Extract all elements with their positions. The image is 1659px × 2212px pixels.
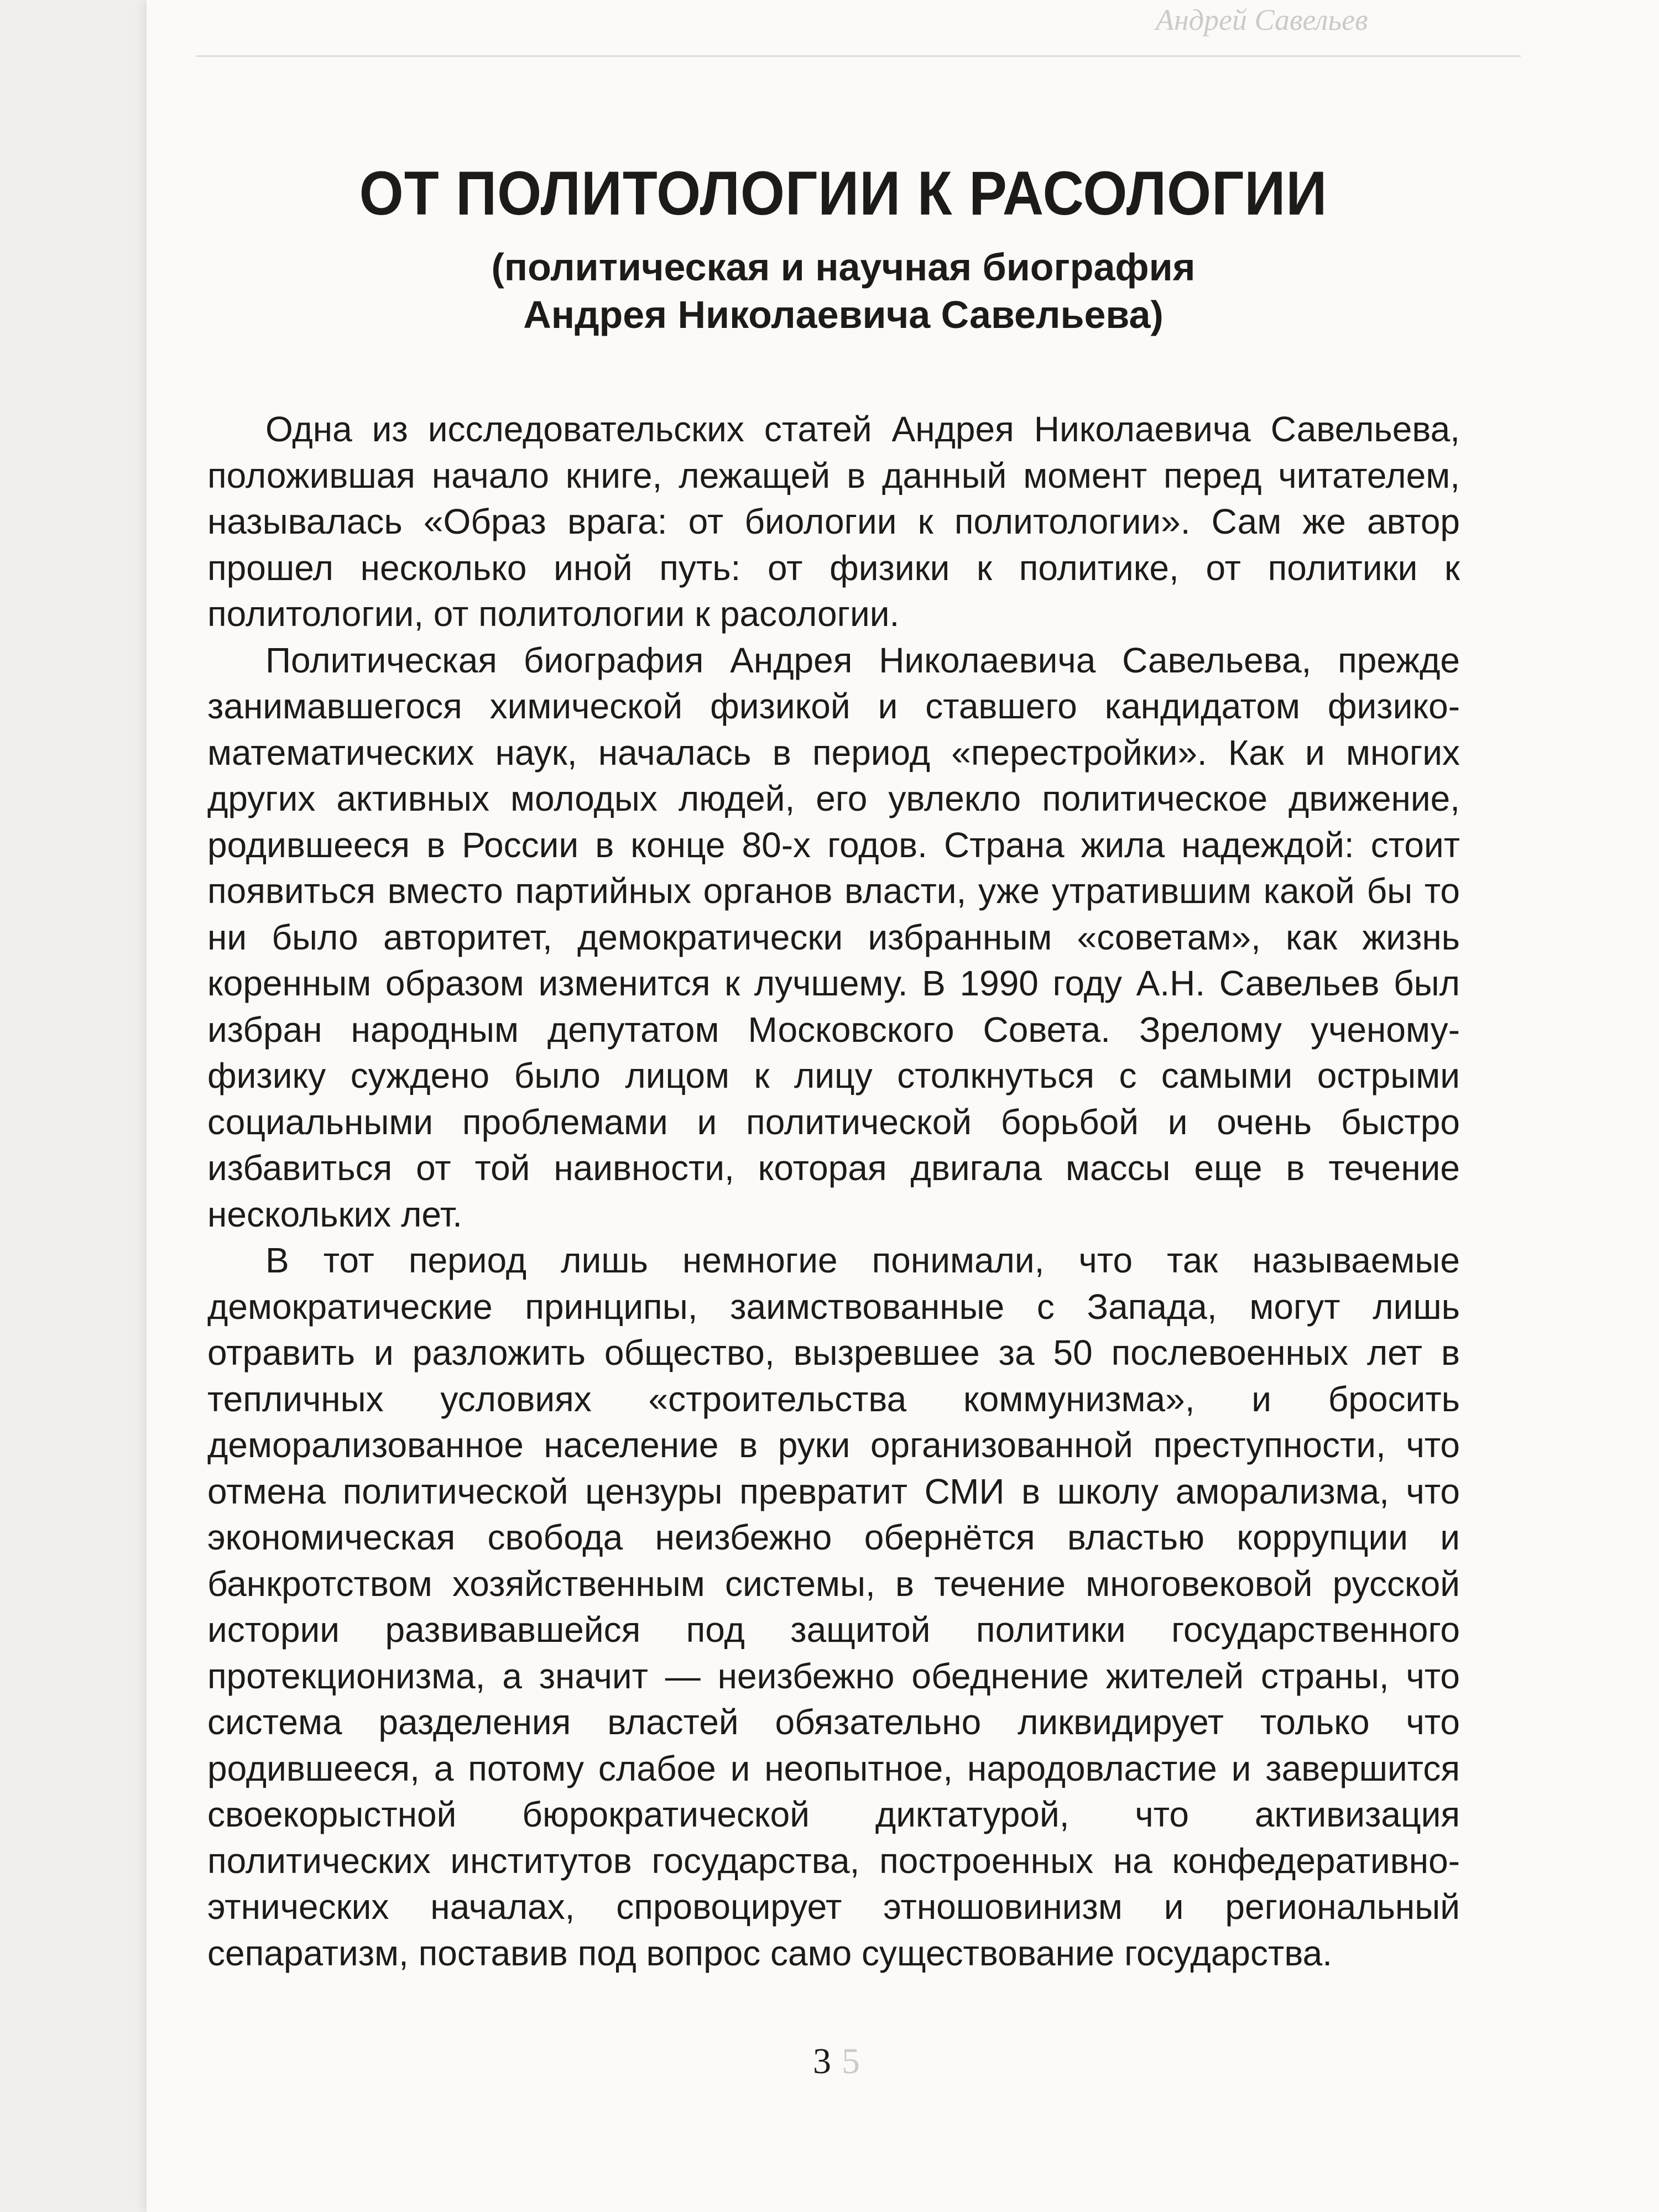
bleed-through-rule — [196, 55, 1521, 57]
subtitle-line: (политическая и научная биография — [491, 246, 1196, 289]
chapter-title: ОТ ПОЛИТОЛОГИИ К РАСОЛОГИИ — [359, 159, 1328, 228]
paragraph: В тот период лишь немногие понимали, что так называемые демократические принципы, заимствованные с Запада, могут лишь отравить и разложить общество, вызревшее за 50 послевоенных лет в тепличных условиях «строительства коммунизма», и бросить деморализованное население в руки организованной преступности, что отмена политической цензуры превратит СМИ в школу аморализма, что экономическая свобода неизбежно обернётся властью коррупции и банкротством хозяйственным системы, в течение многовековой русской истории развивавшейся под защитой политики государственного протекционизма, а значит — неизбежно обеднение жителей страны, что система разделения властей обязательно ликвидирует только что родившееся, а потому слабое и неопытное, народовластие и завершится своекорыстной бюрократической диктатурой, что активизация политических институтов государства, построенных на конфедеративно-этнических началах, спровоцирует этношовинизм и региональный сепаратизм, поставив под вопрос само существование государства. — [207, 1240, 1460, 1973]
page-number: 3 — [813, 2041, 831, 2081]
body-text — [207, 406, 1460, 1976]
bleed-through-header: Андрей Савельев — [1156, 3, 1368, 36]
chapter-subtitle — [207, 243, 1479, 338]
subtitle-line: Андрея Николаевича Савельева) — [523, 293, 1164, 336]
paragraph: Одна из исследовательских статей Андрея Николаевича Савельева, положившая начало книге, лежащей в данный момент перед читателем, называлась «Образ врага: от биологии к политологии». Сам же автор прошел несколько иной путь: от физики к политике, от политики к политологии, от политологии к расологии. — [207, 409, 1460, 634]
paragraph: Политическая биография Андрея Николаевича Савельева, прежде занимавшегося химической физикой и ставшего кандидатом физико-математических наук, началась в период «перестройки». Как и многих других активных молодых людей, его увлекло политическое движение, родившееся в России в конце 80-х годов. Страна жила надеждой: стоит появиться вместо партийных органов власти, уже утратившим какой бы то ни было авторитет, демократически избранным «советам», как жизнь коренным образом изменится к лучшему. В 1990 году А.Н. Савельев был избран народным депутатом Московского Совета. Зрелому ученому-физику суждено было лицом к лицу столкнуться с самыми острыми социальными проблемами и политической борьбой и очень быстро избавиться от той наивности, которая двигала массы еще в течение нескольких лет. — [207, 640, 1460, 1234]
bleed-through-page-number: 5 — [842, 2041, 860, 2081]
